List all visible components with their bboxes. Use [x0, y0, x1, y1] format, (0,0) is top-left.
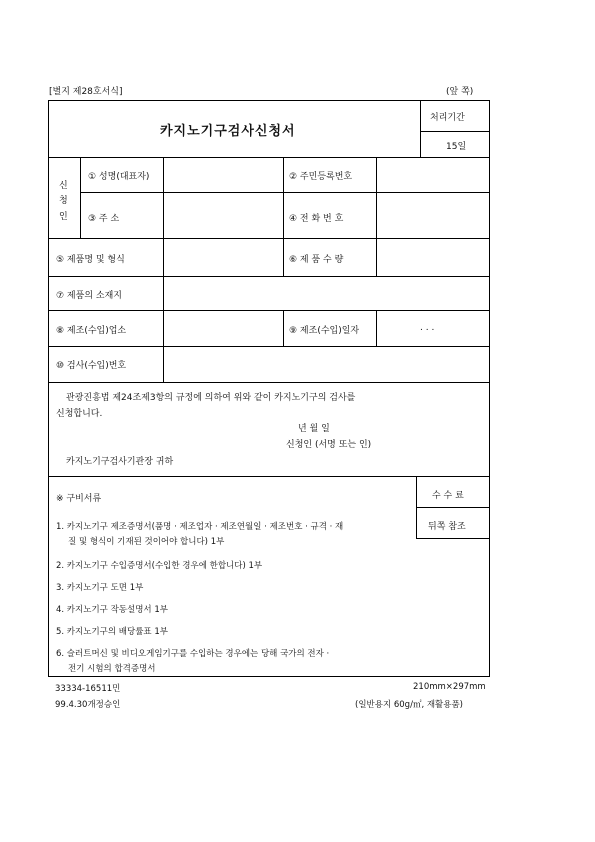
resident-number-label: ② 주민등록번호: [289, 172, 353, 182]
product-location-label: ⑦ 제품의 소재지: [56, 291, 122, 301]
col-line: [283, 310, 284, 346]
address-field[interactable]: [164, 193, 282, 237]
applicant-group-label-2: 청: [59, 196, 68, 206]
form-code: 33334-16511민: [55, 684, 121, 694]
document-item: 2. 카지노기구 수입증명서(수입한 경우에 한합니다) 1부: [56, 561, 263, 571]
phone-field[interactable]: [377, 193, 489, 237]
product-location-field[interactable]: [164, 277, 489, 309]
applicant-group-label-1: 신: [59, 181, 68, 191]
document-item: 4. 카지노기구 작동설명서 1부: [56, 605, 168, 615]
fee-col-line: [416, 476, 417, 538]
paper-size: 210mm×297mm: [413, 682, 486, 692]
title-divider: [420, 100, 421, 157]
document-item: 전기 시험의 합격증명서: [68, 664, 156, 674]
resident-number-field[interactable]: [377, 158, 489, 191]
form-number: [별지 제28호서식]: [49, 87, 123, 97]
col-line: [283, 157, 284, 238]
inspection-number-label: ⑩ 검사(수입)번호: [56, 361, 127, 371]
fee-value: 뒤쪽 참조: [428, 522, 466, 532]
inspection-number-field[interactable]: [164, 347, 489, 381]
product-quantity-field[interactable]: [377, 239, 489, 275]
phone-label: ④ 전 화 번 호: [289, 214, 344, 224]
page-side-label: (앞 쪽): [446, 87, 474, 97]
document-item: 5. 카지노기구의 배당률표 1부: [56, 627, 168, 637]
applicant-signature-line: 신청인 (서명 또는 인): [286, 440, 372, 450]
manufacturer-label: ⑧ 제조(수입)업소: [56, 326, 127, 336]
manufacturer-field[interactable]: [164, 311, 282, 345]
document-item: 1. 카지노기구 제조증명서(품명 · 제조업자 · 제조연월일 · 제조번호 · 규격 · 재: [56, 522, 344, 532]
statement-line-2: 신청합니다.: [56, 409, 103, 419]
recipient: 카지노기구검사기관장 귀하: [66, 457, 174, 467]
documents-header: ※ 구비서류: [56, 494, 102, 504]
processing-period-label: 처리기간: [430, 113, 465, 123]
form-title: 카지노기구검사신청서: [160, 124, 296, 139]
product-name-model-field[interactable]: [164, 239, 282, 275]
row-line: [48, 476, 490, 477]
name-field[interactable]: [164, 158, 282, 191]
manufacture-date-label: ⑨ 제조(수입)일자: [289, 326, 360, 336]
fee-label: 수 수 료: [432, 491, 464, 501]
statement-line-1: 관광진흥법 제24조제3항의 규정에 의하여 위와 같이 카지노기구의 검사를: [66, 393, 356, 403]
product-name-model-label: ⑤ 제품명 및 형식: [56, 255, 125, 265]
applicant-group-label-3: 인: [59, 212, 68, 222]
col-line: [376, 310, 377, 346]
processing-period-value: 15일: [446, 142, 467, 152]
fee-divider: [416, 507, 490, 508]
manufacture-date-field[interactable]: . . .: [420, 323, 435, 333]
fee-bottom: [416, 538, 490, 539]
document-item: 3. 카지노기구 도면 1부: [56, 583, 144, 593]
applicant-group-divider: [80, 157, 81, 238]
processing-divider: [420, 131, 490, 132]
document-item: 6. 슬러트머신 및 비디오게임기구를 수입하는 경우에는 당해 국가의 전자 ·: [56, 649, 330, 659]
document-item: 질 및 형식이 기재된 것이어야 합니다) 1부: [68, 537, 225, 547]
product-quantity-label: ⑥ 제 품 수 량: [289, 255, 344, 265]
address-label: ③ 주 소: [88, 214, 120, 224]
col-line: [283, 238, 284, 276]
row-line: [48, 382, 490, 383]
paper-type: (일반용지 60g/㎡, 재활용품): [355, 700, 464, 710]
approval-date: 99.4.30개정승인: [55, 700, 121, 710]
name-label: ① 성명(대표자): [88, 172, 150, 182]
application-date-line: 년 월 일: [298, 424, 330, 434]
